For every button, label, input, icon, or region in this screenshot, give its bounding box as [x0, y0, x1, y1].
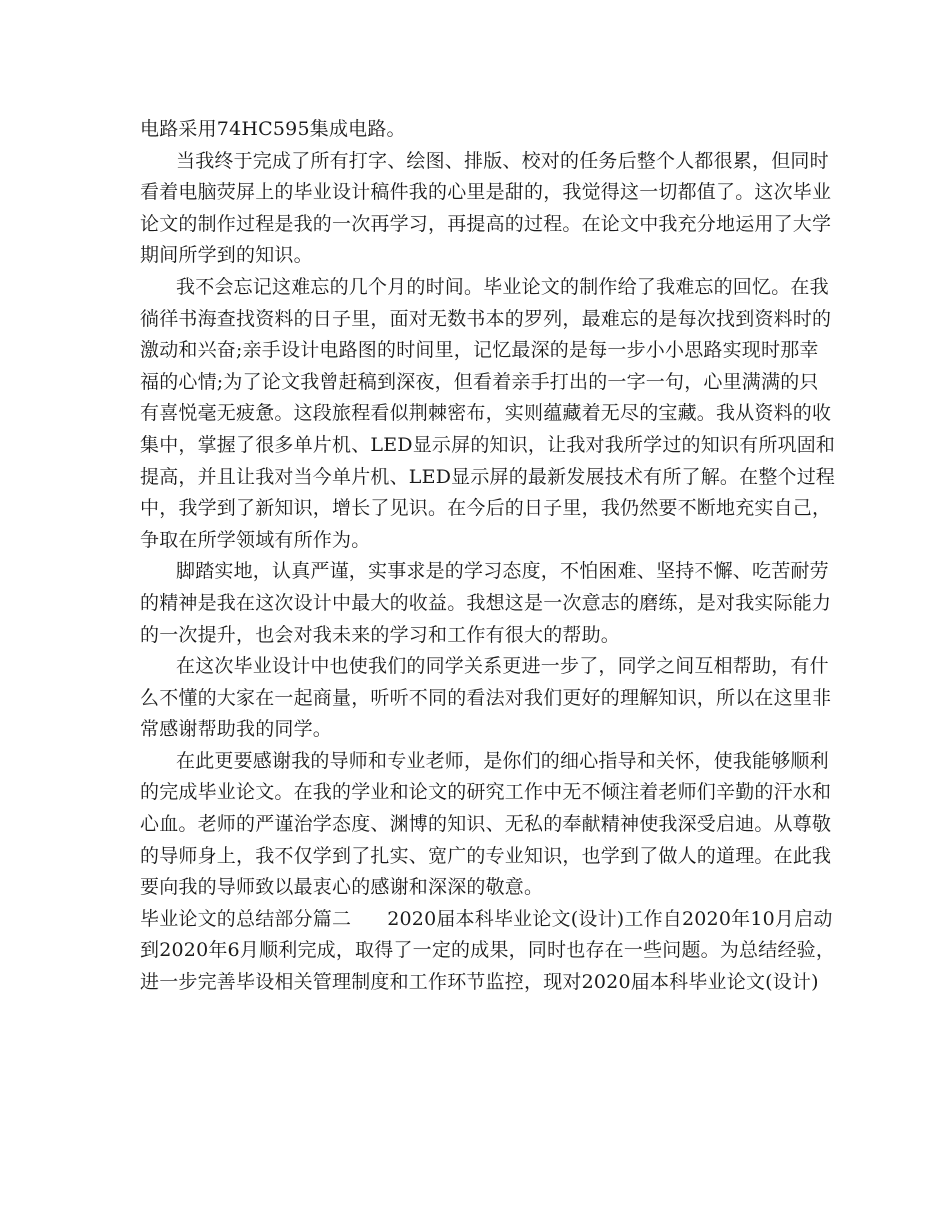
text-line: 论文的制作过程是我的一次再学习，再提高的过程。在论文中我充分地运用了大学	[140, 212, 832, 235]
text-line: 的一次提升，也会对我未来的学习和工作有很大的帮助。	[140, 623, 621, 646]
text-line: 集中，掌握了很多单片机、LED显示屏的知识，让我对我所学过的知识有所巩固和	[140, 433, 836, 456]
text-line: 么不懂的大家在一起商量，听听不同的看法对我们更好的理解知识，所以在这里非	[140, 686, 832, 709]
text-line: 激动和兴奋;亲手设计电路图的时间里，记忆最深的是每一步小小思路实现时那幸	[140, 339, 819, 362]
text-line: 进一步完善毕设相关管理制度和工作环节监控，现对2020届本科毕业论文(设计)	[140, 971, 819, 994]
text-line: 徜徉书海查找资料的日子里，面对无数书本的罗列，最难忘的是每次找到资料时的	[140, 307, 832, 330]
text-line: 要向我的导师致以最衷心的感谢和深深的敬意。	[140, 876, 544, 899]
text-line: 的完成毕业论文。在我的学业和论文的研究工作中无不倾注着老师们辛勤的汗水和	[140, 781, 832, 804]
text-line: 当我终于完成了所有打字、绘图、排版、校对的任务后整个人都很累，但同时	[176, 149, 829, 172]
text-line: 心血。老师的严谨治学态度、渊博的知识、无私的奉献精神使我深受启迪。从尊敬	[140, 813, 832, 836]
text-line: 看着电脑荧屏上的毕业设计稿件我的心里是甜的，我觉得这一切都值了。这次毕业	[140, 181, 832, 204]
section-intro-text: 2020届本科毕业论文(设计)工作自2020年10月启动	[387, 907, 833, 930]
section-heading-line	[140, 904, 833, 936]
text-line: 在此更要感谢我的导师和专业老师，是你们的细心指导和关怀，使我能够顺利	[176, 749, 829, 772]
text-line: 争取在所学领域有所作为。	[140, 528, 371, 551]
text-line: 到2020年6月顺利完成，取得了一定的成果，同时也存在一些问题。为总结经验，	[140, 939, 836, 962]
text-line: 常感谢帮助我的同学。	[140, 718, 333, 741]
text-line: 电路采用74HC595集成电路。	[140, 118, 406, 140]
section-title: 毕业论文的总结部分篇二	[140, 907, 352, 930]
text-line: 有喜悦毫无疲惫。这段旅程看似荆棘密布，实则蕴藏着无尽的宝藏。我从资料的收	[140, 402, 832, 425]
text-line: 脚踏实地，认真严谨，实事求是的学习态度，不怕困难、坚持不懈、吃苦耐劳	[176, 560, 829, 583]
body-text	[140, 114, 836, 999]
text-line: 福的心情;为了论文我曾赶稿到深夜，但看着亲手打出的一字一句，心里满满的只	[140, 370, 819, 393]
text-line: 提高，并且让我对当今单片机、LED显示屏的最新发展技术有所了解。在整个过程	[140, 465, 836, 488]
text-line: 的导师身上，我不仅学到了扎实、宽广的专业知识，也学到了做人的道理。在此我	[140, 844, 832, 867]
text-line: 在这次毕业设计中也使我们的同学关系更进一步了，同学之间互相帮助，有什	[176, 655, 829, 678]
text-line: 我不会忘记这难忘的几个月的时间。毕业论文的制作给了我难忘的回忆。在我	[176, 275, 829, 298]
text-line: 期间所学到的知识。	[140, 244, 313, 267]
text-line: 中，我学到了新知识，增长了见识。在今后的日子里，我仍然要不断地充实自己，	[140, 497, 832, 520]
text-line: 的精神是我在这次设计中最大的收益。我想这是一次意志的磨练，是对我实际能力	[140, 591, 832, 614]
